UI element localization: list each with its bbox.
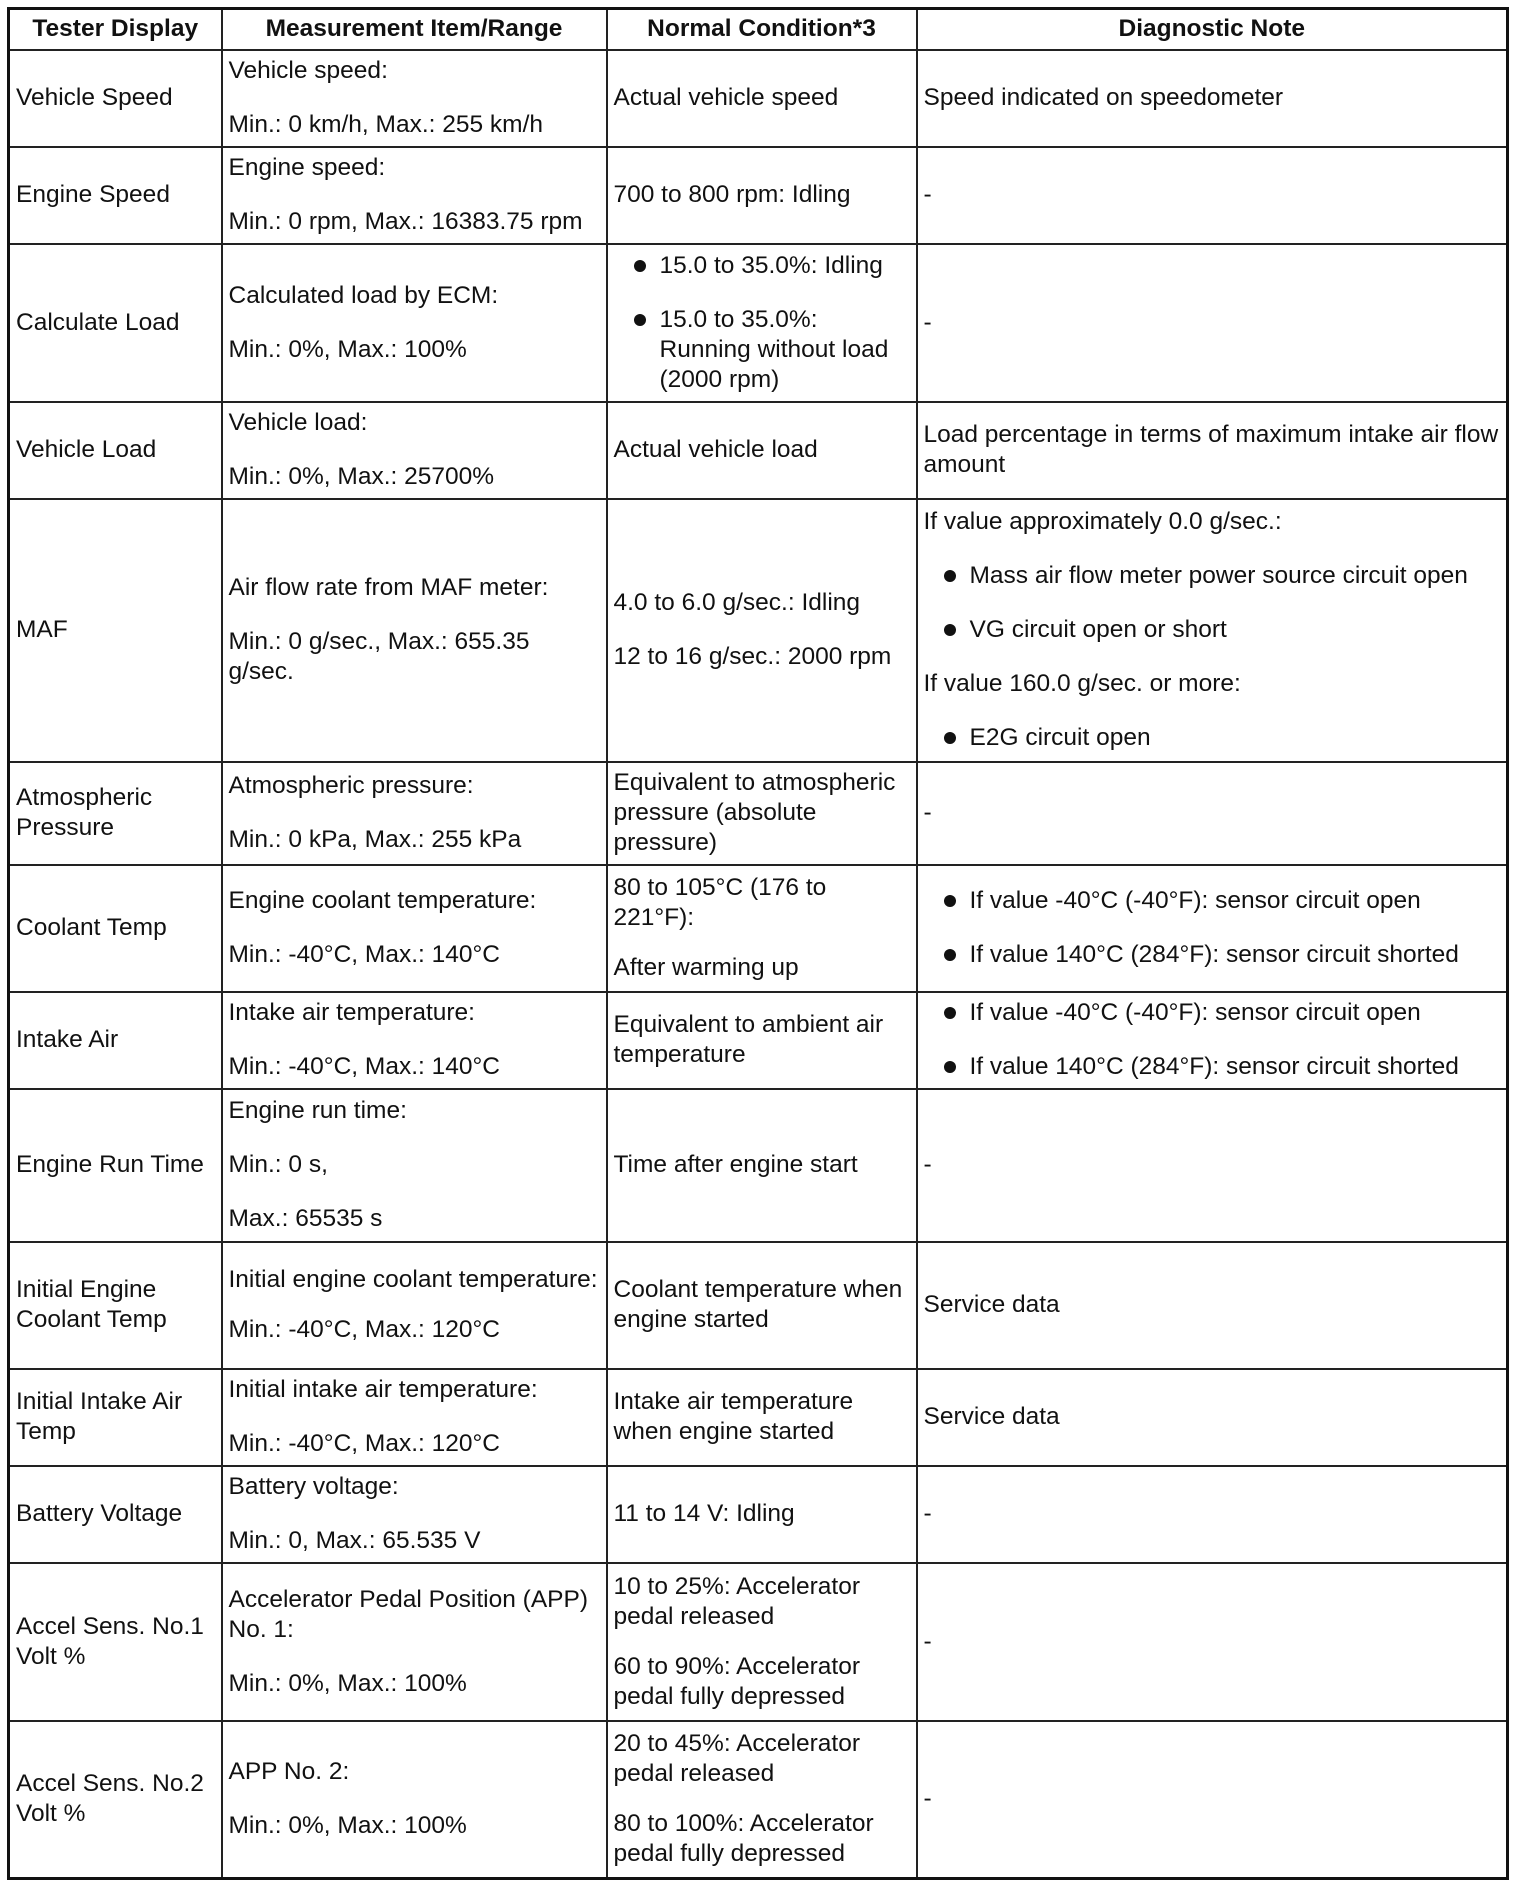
tester-display-cell: Vehicle Load <box>9 402 222 499</box>
table-row <box>9 1466 1508 1563</box>
tester-display-cell: Accel Sens. No.1 Volt % <box>9 1563 222 1721</box>
measurement-label: Calculated load by ECM: <box>228 281 499 309</box>
normal-condition-cell <box>607 762 917 865</box>
header-normal-condition: Normal Condition*3 <box>607 9 917 50</box>
diagnostic-note-intro: If value 160.0 g/sec. or more: <box>923 670 1241 697</box>
measurement-range: Min.: 0 s, <box>228 1151 328 1178</box>
table-row <box>9 1242 1508 1369</box>
diagnostic-note-cell <box>917 762 1508 865</box>
measurement-label: Accelerator Pedal Position (APP) No. 1: <box>228 1585 588 1643</box>
measurement-range: Min.: 0, Max.: 65.535 V <box>228 1527 481 1554</box>
measurement-label: Atmospheric pressure: <box>228 772 474 799</box>
tester-display-cell: Initial Intake Air Temp <box>9 1369 222 1466</box>
diagnostic-note-cell <box>917 1089 1508 1242</box>
diagnostic-note-list <box>924 561 1501 645</box>
normal-condition-text: Actual vehicle load <box>613 436 818 463</box>
header-tester-display: Tester Display <box>9 9 222 50</box>
measurement-range: Min.: 0 g/sec., Max.: 655.35 g/sec. <box>228 628 530 685</box>
measurement-range: Min.: -40°C, Max.: 120°C <box>228 1430 500 1457</box>
normal-condition-cell <box>607 499 917 762</box>
normal-condition-text: Equivalent to atmospheric pressure (absolute pressure) <box>613 769 896 856</box>
table-row <box>9 147 1508 244</box>
table-row <box>9 1369 1508 1466</box>
normal-condition-text: 80 to 100%: Accelerator pedal fully depressed <box>613 1810 874 1868</box>
measurement-cell <box>222 865 607 992</box>
table-row <box>9 865 1508 992</box>
measurement-range: Min.: 0%, Max.: 100% <box>228 1669 467 1697</box>
diagnostic-note-text: - <box>923 1500 932 1527</box>
measurement-cell <box>222 402 607 499</box>
table-row <box>9 499 1508 762</box>
normal-condition-item: 15.0 to 35.0%: Running without load (2000 rpm) <box>614 305 910 395</box>
diagnostic-note-cell <box>917 1242 1508 1369</box>
table-row <box>9 1721 1508 1879</box>
diagnostic-note-text: Service data <box>923 1403 1060 1430</box>
diagnostic-note-list <box>924 886 1501 970</box>
table-row <box>9 244 1508 402</box>
diagnostic-note-cell <box>917 244 1508 402</box>
normal-condition-cell <box>607 402 917 499</box>
diagnostic-note-text: - <box>923 1627 932 1655</box>
header-diagnostic-note: Diagnostic Note <box>917 9 1508 50</box>
normal-condition-cell <box>607 1242 917 1369</box>
measurement-label: Initial engine coolant temperature: <box>228 1266 598 1293</box>
normal-condition-text: 11 to 14 V: Idling <box>613 1500 795 1527</box>
header-measurement-item: Measurement Item/Range <box>222 9 607 50</box>
tester-display-cell: Calculate Load <box>9 244 222 402</box>
diagnostic-note-cell <box>917 1721 1508 1879</box>
measurement-cell <box>222 1242 607 1369</box>
table-row <box>9 992 1508 1089</box>
table-header-row <box>9 9 1508 50</box>
tester-display-cell: Engine Run Time <box>9 1089 222 1242</box>
measurement-cell <box>222 50 607 147</box>
normal-condition-list <box>614 251 910 395</box>
diagnostic-note-cell <box>917 499 1508 762</box>
diagnostic-note-cell <box>917 865 1508 992</box>
diagnostic-note-cell <box>917 402 1508 499</box>
measurement-label: APP No. 2: <box>228 1758 350 1786</box>
measurement-label: Engine run time: <box>228 1097 407 1124</box>
table-row <box>9 402 1508 499</box>
measurement-range: Min.: -40°C, Max.: 120°C <box>228 1316 500 1343</box>
normal-condition-cell <box>607 1721 917 1879</box>
normal-condition-cell <box>607 244 917 402</box>
diagnostic-note-cell <box>917 1563 1508 1721</box>
diagnostic-note-text: Speed indicated on speedometer <box>923 84 1284 111</box>
diagnostic-note-intro: If value approximately 0.0 g/sec.: <box>923 508 1282 535</box>
tester-display-cell: Coolant Temp <box>9 865 222 992</box>
measurement-label: Air flow rate from MAF meter: <box>228 574 549 601</box>
tester-display-cell: Engine Speed <box>9 147 222 244</box>
normal-condition-text: 10 to 25%: Accelerator pedal released <box>613 1572 861 1630</box>
tester-display-cell: Accel Sens. No.2 Volt % <box>9 1721 222 1879</box>
tester-display-cell: Initial Engine Coolant Temp <box>9 1242 222 1369</box>
normal-condition-cell <box>607 50 917 147</box>
measurement-range: Min.: 0 rpm, Max.: 16383.75 rpm <box>228 208 583 235</box>
measurement-cell <box>222 1466 607 1563</box>
measurement-cell <box>222 992 607 1089</box>
diagnostic-note-list <box>924 723 1501 753</box>
measurement-range: Min.: -40°C, Max.: 140°C <box>228 941 500 968</box>
measurement-cell <box>222 1089 607 1242</box>
normal-condition-text: 700 to 800 rpm: Idling <box>613 181 851 208</box>
normal-condition-text: Intake air temperature when engine started <box>613 1388 854 1445</box>
normal-condition-text: Equivalent to ambient air temperature <box>613 1011 884 1068</box>
diagnostic-note-item: If value -40°C (-40°F): sensor circuit open <box>924 998 1501 1028</box>
normal-condition-text: 20 to 45%: Accelerator pedal released <box>613 1730 861 1788</box>
measurement-cell <box>222 147 607 244</box>
tester-display-cell: Intake Air <box>9 992 222 1089</box>
diagnostic-note-cell <box>917 1369 1508 1466</box>
measurement-range: Min.: 0 kPa, Max.: 255 kPa <box>228 826 522 853</box>
diagnostic-note-cell <box>917 992 1508 1089</box>
measurement-label: Vehicle speed: <box>228 57 388 84</box>
measurement-cell <box>222 499 607 762</box>
normal-condition-cell <box>607 1466 917 1563</box>
measurement-range: Min.: -40°C, Max.: 140°C <box>228 1053 500 1080</box>
measurement-label: Engine speed: <box>228 154 386 181</box>
normal-condition-item: 15.0 to 35.0%: Idling <box>614 251 910 281</box>
diagnostic-note-list <box>924 998 1501 1082</box>
normal-condition-text: 4.0 to 6.0 g/sec.: Idling <box>613 589 861 616</box>
measurement-range: Max.: 65535 s <box>228 1205 383 1232</box>
diagnostic-note-cell <box>917 1466 1508 1563</box>
table-row <box>9 1563 1508 1721</box>
tester-display-cell: MAF <box>9 499 222 762</box>
measurement-label: Vehicle load: <box>228 409 368 436</box>
measurement-range: Min.: 0%, Max.: 100% <box>228 1812 467 1840</box>
normal-condition-cell <box>607 1369 917 1466</box>
normal-condition-cell <box>607 1089 917 1242</box>
measurement-range: Min.: 0%, Max.: 25700% <box>228 463 495 490</box>
table-row <box>9 762 1508 865</box>
normal-condition-text: Time after engine start <box>613 1151 858 1178</box>
tester-display-cell: Vehicle Speed <box>9 50 222 147</box>
tester-display-cell: Battery Voltage <box>9 1466 222 1563</box>
diagnostic-note-item: If value -40°C (-40°F): sensor circuit open <box>924 886 1501 916</box>
diagnostic-note-item: If value 140°C (284°F): sensor circuit shorted <box>924 940 1501 970</box>
diagnostic-note-item: Mass air flow meter power source circuit open <box>924 561 1501 591</box>
measurement-label: Engine coolant temperature: <box>228 887 537 914</box>
data-list-table <box>7 7 1509 1880</box>
diagnostic-note-cell <box>917 50 1508 147</box>
normal-condition-text: Coolant temperature when engine started <box>613 1276 903 1333</box>
measurement-cell <box>222 1721 607 1879</box>
measurement-cell <box>222 1563 607 1721</box>
normal-condition-text: Actual vehicle speed <box>613 84 839 111</box>
normal-condition-text: 12 to 16 g/sec.: 2000 rpm <box>613 643 892 670</box>
measurement-cell <box>222 762 607 865</box>
diagnostic-note-cell <box>917 147 1508 244</box>
table-row <box>9 1089 1508 1242</box>
diagnostic-note-text: - <box>923 1151 932 1178</box>
measurement-label: Battery voltage: <box>228 1473 399 1500</box>
data-list-table-container <box>7 7 1509 1880</box>
measurement-cell <box>222 244 607 402</box>
measurement-range: Min.: 0%, Max.: 100% <box>228 335 467 363</box>
diagnostic-note-text: Load percentage in terms of maximum intake air flow amount <box>923 421 1499 478</box>
diagnostic-note-text: - <box>923 181 932 208</box>
measurement-range: Min.: 0 km/h, Max.: 255 km/h <box>228 111 544 138</box>
normal-condition-text: After warming up <box>613 954 799 981</box>
normal-condition-text: 60 to 90%: Accelerator pedal fully depressed <box>613 1652 861 1710</box>
normal-condition-text: 80 to 105°C (176 to 221°F): <box>613 874 827 931</box>
diagnostic-note-text: - <box>923 1785 932 1813</box>
table-row <box>9 50 1508 147</box>
measurement-label: Intake air temperature: <box>228 999 475 1026</box>
tester-display-cell: Atmospheric Pressure <box>9 762 222 865</box>
diagnostic-note-item: If value 140°C (284°F): sensor circuit shorted <box>924 1052 1501 1082</box>
normal-condition-cell <box>607 865 917 992</box>
diagnostic-note-item: E2G circuit open <box>924 723 1501 753</box>
normal-condition-cell <box>607 147 917 244</box>
diagnostic-note-text: - <box>923 308 932 336</box>
diagnostic-note-item: VG circuit open or short <box>924 615 1501 645</box>
normal-condition-cell <box>607 1563 917 1721</box>
measurement-label: Initial intake air temperature: <box>228 1376 538 1403</box>
diagnostic-note-text: Service data <box>923 1291 1060 1318</box>
diagnostic-note-text: - <box>923 799 932 826</box>
normal-condition-cell <box>607 992 917 1089</box>
measurement-cell <box>222 1369 607 1466</box>
